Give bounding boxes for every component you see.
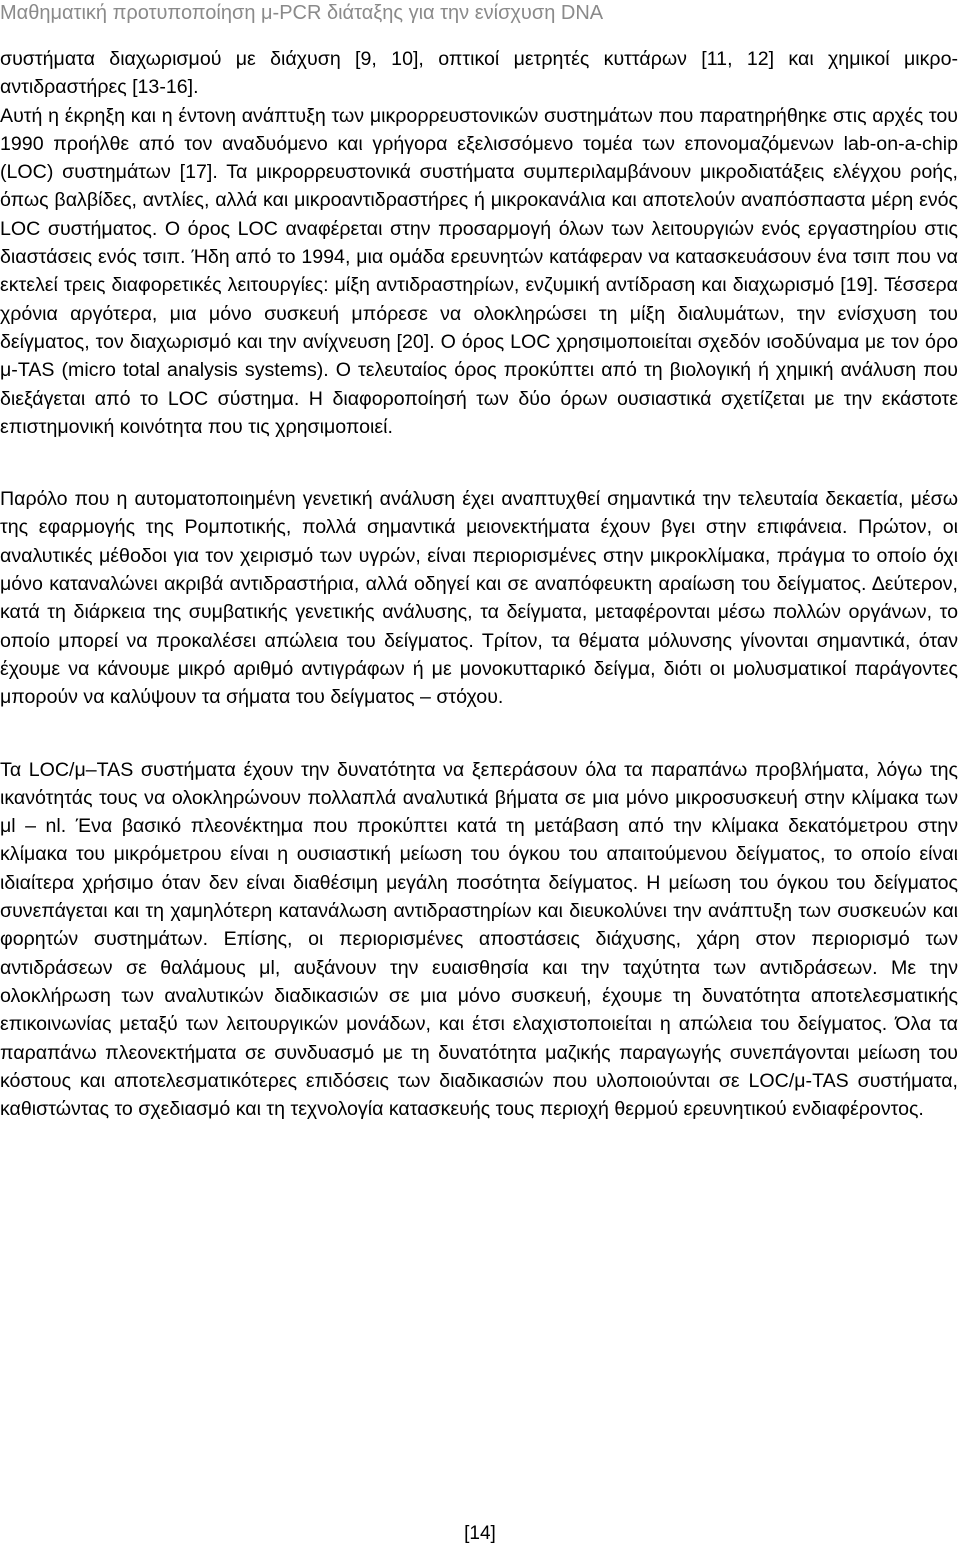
running-header: Μαθηματική προτυποποίηση μ-PCR διάταξης για την ενίσχυση DNA — [0, 2, 604, 24]
paragraph-advantages: Τα LOC/μ–TAS συστήματα έχουν την δυνατότητα να ξεπεράσουν όλα τα παραπάνω προβλήματα, λόγω της ικανότητάς τους να ολοκληρώνουν πολλαπλά αναλυτικά βήματα σε μια μόνο μικροσυσκευή στην κλίμακα των μl – nl. Ένα βασικό πλεονέκτημα που προκύπτει κατά τη μετάβαση από την κλίμακα δεκατόμετρου στην κλίμακα του μικρόμετρου είναι η ουσιαστική μείωση του όγκου του απαιτούμενου δείγματος, το οποίο είναι ιδιαίτερα χρήσιμο όταν δεν είναι διαθέσιμη μεγάλη ποσότητα δείγματος. Η μείωση του όγκου του δείγματος συνεπάγεται και τη χαμηλότερη κατανάλωση αντιδραστηρίων και διευκολύνει την ανάπτυξη των συσκευών και φορητών συστημάτων. Επίσης, οι περιορισμένες αποστάσεις διάχυσης, χάρη στον περιορισμό των αντιδράσεων σε θαλάμους μl, αυξάνουν την ευαισθησία και την ταχύτητα των αντιδράσεων. Με την ολοκλήρωση των αναλυτικών διαδικασιών σε μια μόνο συσκευή, έχουμε τη δυνατότητα αποτελεσματικής επικοινωνίας μεταξύ των λειτουργικών μονάδων, και έτσι ελαχιστοποιείται η απώλεια του δείγματος. Όλα τα παραπάνω πλεονεκτήματα σε συνδυασμό με τη δυνατότητα μαζικής παραγωγής συνεπάγονται μείωση του κόστους και αποτελεσματικότερες επιδόσεις των διαδικασιών που υλοποιούνται σε LOC/μ-TAS συστήματα, καθιστώντας το σχεδιασμό και τη τεχνολογία κατασκευής τους περιοχή θερμού ερευνητικού ενδιαφέροντος. — [0, 758, 958, 1121]
paragraph-loc-history: Αυτή η έκρηξη και η έντονη ανάπτυξη των μικρορρευστονικών συστημάτων που παρατηρήθηκε στις αρχές του 1990 προήλθε από τον αναδυόμενο και γρήγορα εξελισσόμενο τομέα των επονομαζόμενων lab-on-a-chip (LOC) συστημάτων [17]. Τα μικρορρευστονικά συστήματα συμπεριλαμβάνουν μικροδιατάξεις ελέγχου ροής, όπως βαλβίδες, αντλίες, αλλά και μικροαντιδραστήρες ή μικροκανάλια και αποτελούν αναπόσπαστα μέρη ενός LOC συστήματος. Ο όρος LOC αναφέρεται στην προσαρμογή όλων των λειτουργιών ενός εργαστηρίου στις διαστάσεις ενός τσιπ. Ήδη από το 1994, μια ομάδα ερευνητών κατάφεραν να κατασκευάσουν ένα τσιπ που να εκτελεί τρεις διαφορετικές λειτουργίες: μίξη αντιδραστηρίων, ενζυμική αντίδραση και διαχωρισμό [19]. Τέσσερα χρόνια αργότερα, μια μόνο συσκευή μπόρεσε να ολοκληρώσει τη μίξη διαλυμάτων, την ενίσχυση του δείγματος, τον διαχωρισμό και την ανίχνευση [20]. Ο όρος LOC χρησιμοποιείται σχεδόν ισοδύναμα με τον όρο μ-TAS (micro total analysis systems). Ο τελευταίος όρος προκύπτει από τη βιολογική ή χημική ανάλυση που διεξάγεται από το LOC σύστημα. Η διαφοροποίησή των δύο όρων ουσιαστικά σχετίζεται με την εκάστοτε επιστημονική κοινότητα που τις χρησιμοποιεί. — [0, 104, 958, 438]
paragraph-continuation: συστήματα διαχωρισμού με διάχυση [9, 10], οπτικοί μετρητές κυττάρων [11, 12] και χημικοί μικρο-αντιδραστήρες [13-16]. — [0, 48, 958, 99]
paragraph-drawbacks: Παρόλο που η αυτοματοποιημένη γενετική ανάλυση έχει αναπτυχθεί σημαντικά την τελευταία δεκαετία, μέσω της εφαρμογής της Ρομποτικής, πολλά σημαντικά μειονεκτήματα έχουν βγει στην επιφάνεια. Πρώτον, οι αναλυτικές μέθοδοι για τον χειρισμό των υγρών, είναι περιορισμένες στην μικροκλίμακα, πράγμα το οποίο όχι μόνο καταναλώνει ακριβά αντιδραστήρια, αλλά οδηγεί και σε αναπόφευκτη αραίωση του δείγματος. Δεύτερον, κατά τη διάρκεια της συμβατικής γενετικής ανάλυσης, τα δείγματα, μεταφέρονται μέσω πολλών οργάνων, το οποίο μπορεί να προκαλέσει απώλεια του δείγματος. Τρίτον, τα θέματα μόλυνσης γίνονται σημαντικά, όταν έχουμε να κάνουμε μικρό αριθμό αντιγράφων ή με μονοκυτταρικό δείγμα, διότι οι μολυσματικοί παράγοντες μπορούν να καλύψουν τα σήματα του δείγματος – στόχου. — [0, 488, 958, 709]
body-text — [0, 45, 958, 1123]
page-number: [14] — [464, 1523, 496, 1544]
